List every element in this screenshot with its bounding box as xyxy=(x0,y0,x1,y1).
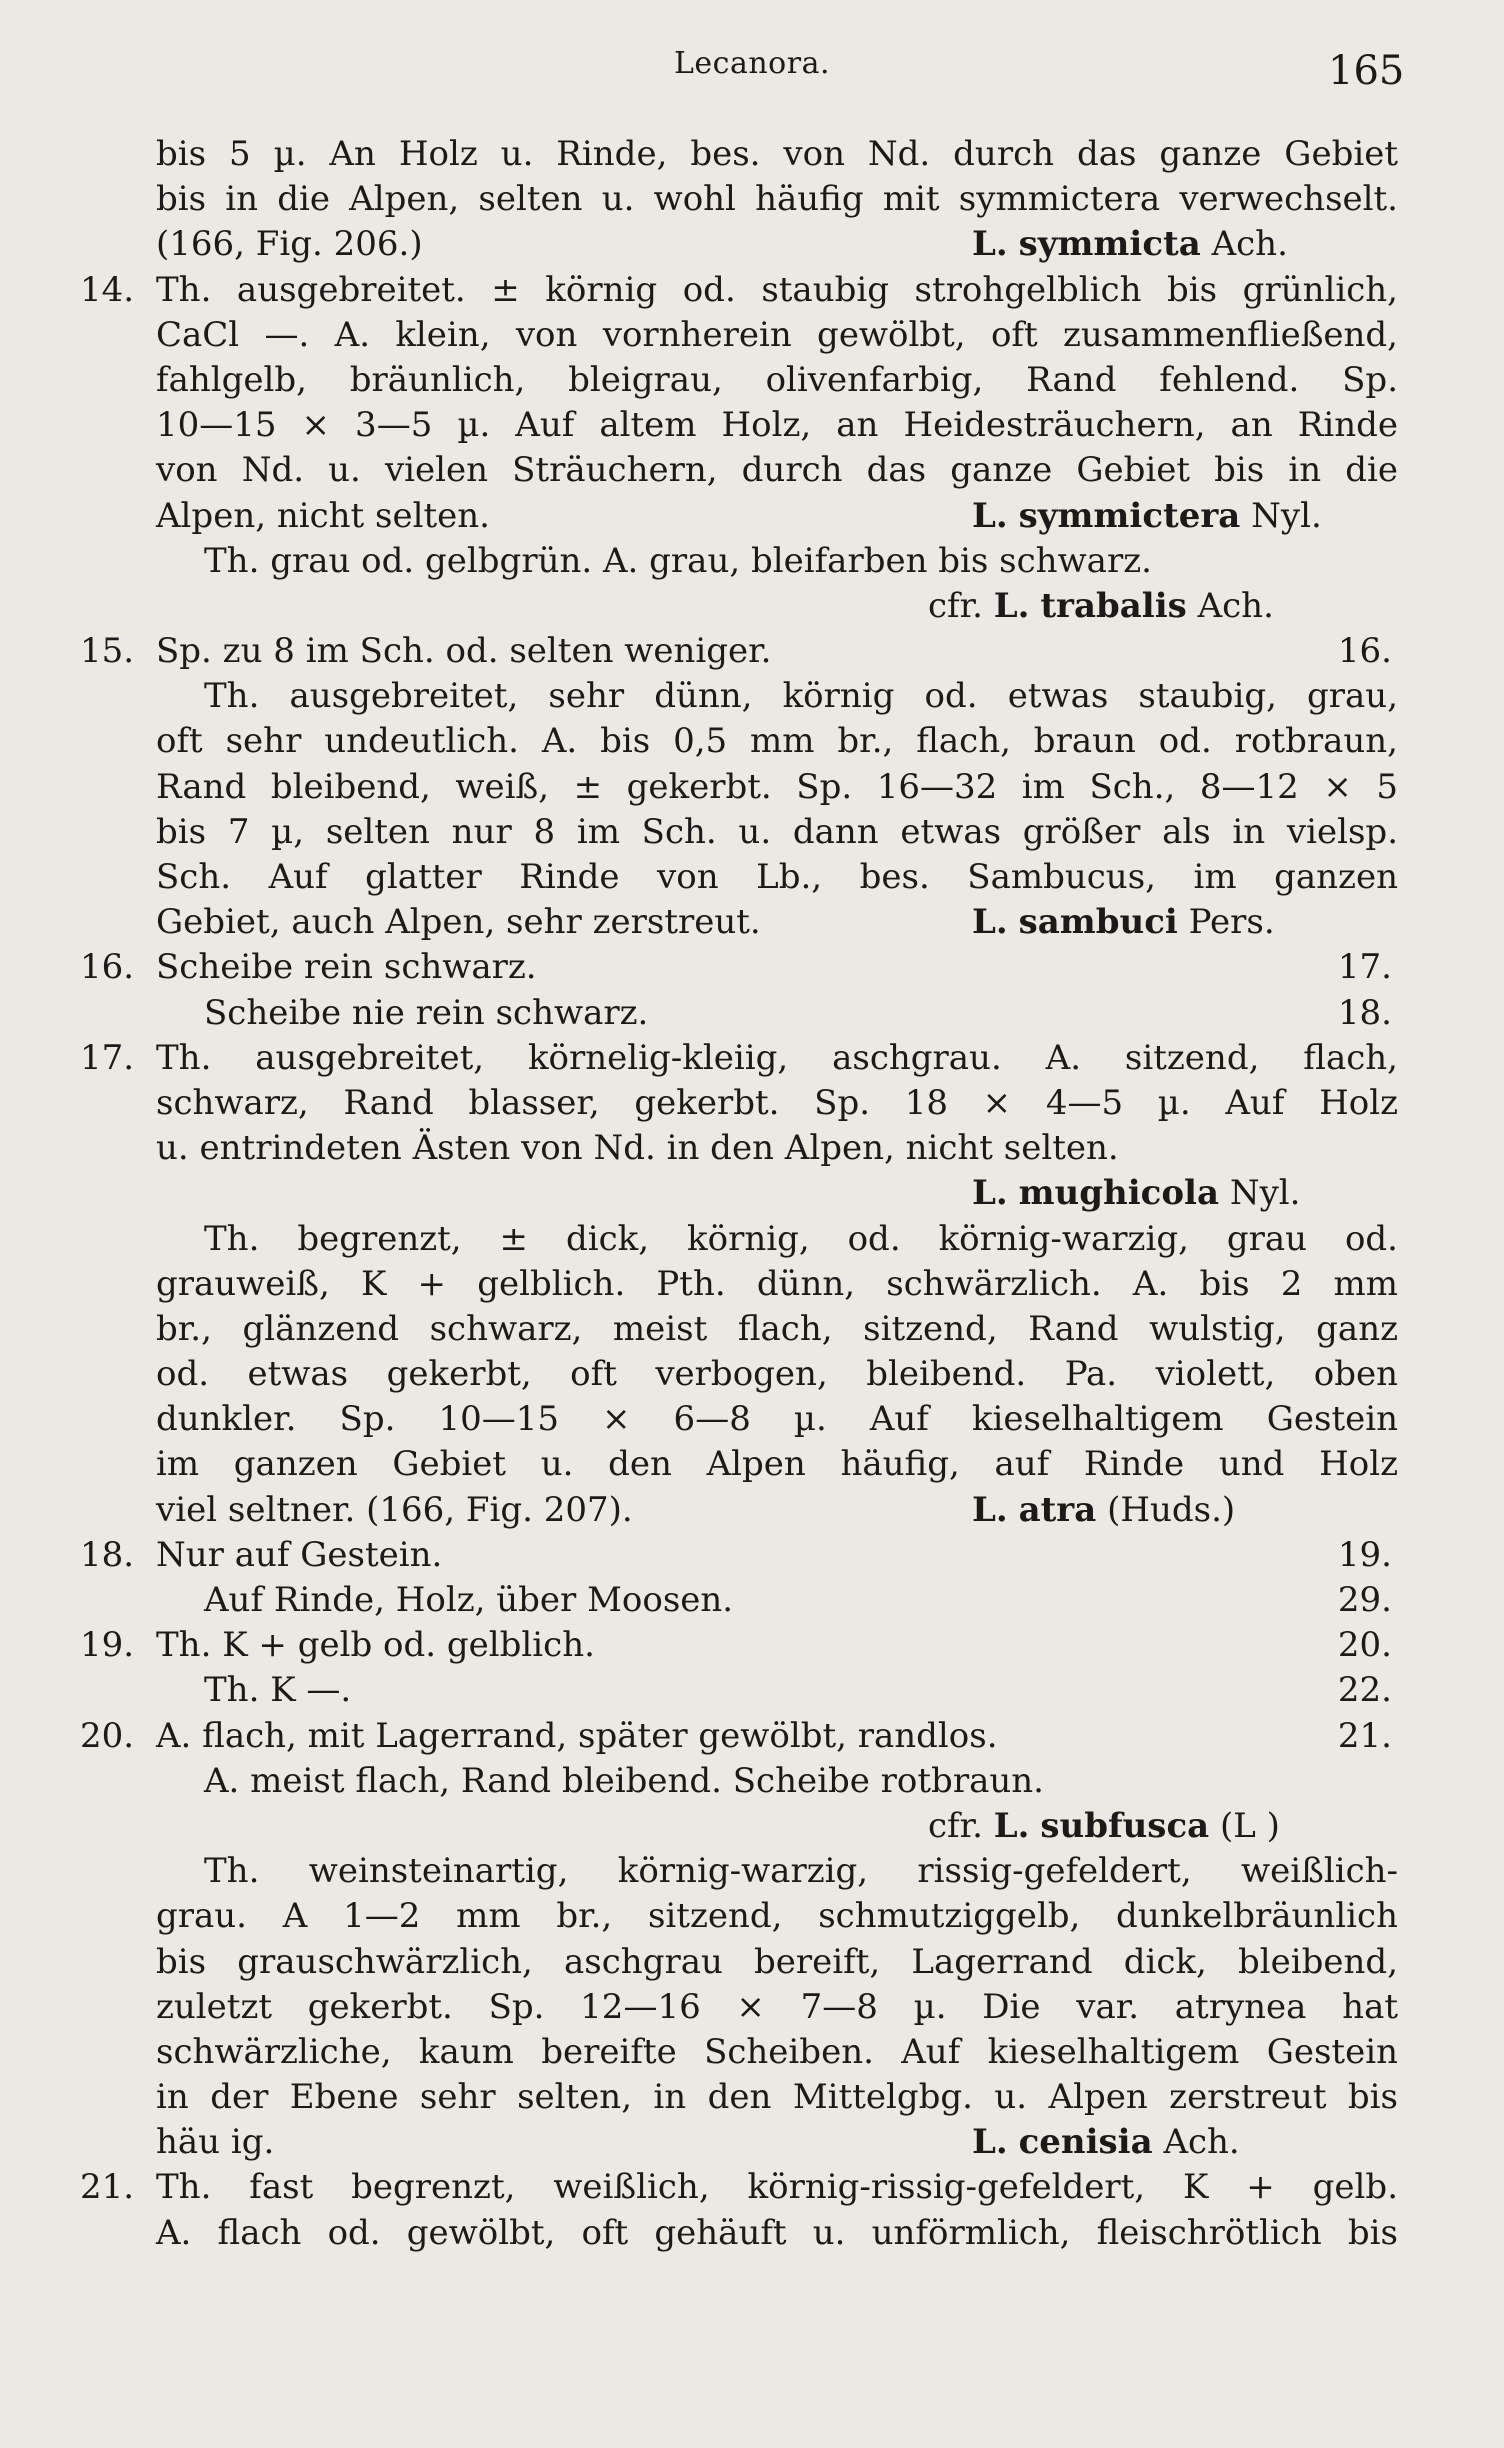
species-epithet: cenisia xyxy=(1018,2122,1153,2163)
text-line xyxy=(0,1397,1504,1442)
line-text: u. entrindeten Ästen von Nd. in den Alpen, nicht selten. xyxy=(156,1128,1119,1169)
line-text: A. meist flach, Rand bleibend. Scheibe rotbraun. xyxy=(204,1760,1044,1801)
text-line xyxy=(0,1668,1504,1713)
text-line xyxy=(0,584,1504,629)
line-text: schwärzliche, kaum bereifte Scheiben. Auf kieselhaltigem Gestein xyxy=(156,2031,1398,2072)
running-header: Lecanora. xyxy=(673,46,830,81)
line-text: Th. ausgebreitet, sehr dünn, körnig od. etwas staubig, grau, xyxy=(204,676,1398,717)
line-text: CaCl —. A. klein, von vornherein gewölbt, oft zusammenfließend, xyxy=(156,314,1398,355)
text-line xyxy=(0,1171,1504,1216)
page-number: 165 xyxy=(1328,48,1405,94)
text-line xyxy=(0,1940,1504,1985)
species-name xyxy=(972,2120,1240,2165)
line-text: Alpen, nicht selten. xyxy=(156,495,490,536)
couplet-number: 21. xyxy=(80,2167,135,2208)
text-line xyxy=(0,1217,1504,1262)
couplet-number: 14. xyxy=(80,269,135,310)
lead-reference: 19. xyxy=(1337,1534,1392,1575)
species-genus: L. xyxy=(972,1173,1008,1214)
line-text: fahlgelb, bräunlich, bleigrau, olivenfarbig, Rand fehlend. Sp. xyxy=(156,359,1398,400)
text-line xyxy=(0,855,1504,900)
text-line xyxy=(0,674,1504,719)
species-name xyxy=(972,494,1322,539)
text-line xyxy=(0,222,1504,267)
species-author: (L ) xyxy=(1220,1805,1280,1846)
species-genus: L. xyxy=(993,585,1030,626)
line-text: Th. weinsteinartig, körnig-warzig, rissig-gefeldert, weißlich- xyxy=(204,1851,1398,1892)
text-line xyxy=(0,1894,1504,1939)
line-text: zuletzt gekerbt. Sp. 12—16 × 7—8 µ. Die var. atrynea hat xyxy=(156,1986,1398,2027)
text-line xyxy=(0,1714,1504,1759)
line-text: 10—15 × 3—5 µ. Auf altem Holz, an Heidesträuchern, an Rinde xyxy=(156,405,1398,446)
species-prefix: cfr. xyxy=(928,585,983,626)
species-epithet: atra xyxy=(1018,1489,1097,1530)
text-line xyxy=(0,177,1504,222)
lead-reference: 16. xyxy=(1337,631,1392,672)
lead-reference: 22. xyxy=(1337,1670,1392,1711)
line-text: Th. fast begrenzt, weißlich, körnig-rissig-gefeldert, K + gelb. xyxy=(156,2167,1398,2208)
species-author: Ach. xyxy=(1197,585,1274,626)
species-author: Nyl. xyxy=(1251,495,1322,536)
line-text: dunkler. Sp. 10—15 × 6—8 µ. Auf kieselhaltigem Gestein xyxy=(156,1399,1398,1440)
couplet-number: 18. xyxy=(80,1534,135,1575)
species-name xyxy=(928,584,1274,629)
text-line xyxy=(0,1307,1504,1352)
species-name xyxy=(972,1171,1300,1216)
species-genus: L. xyxy=(972,1489,1008,1530)
text-line xyxy=(0,2075,1504,2120)
lead-reference: 20. xyxy=(1337,1625,1392,1666)
line-text: A. flach, mit Lagerrand, später gewölbt, randlos. xyxy=(156,1715,998,1756)
line-text: (166, Fig. 206.) xyxy=(156,224,423,265)
text-line xyxy=(0,2030,1504,2075)
lead-reference: 29. xyxy=(1337,1580,1392,1620)
text-line xyxy=(0,539,1504,584)
species-author: Pers. xyxy=(1188,902,1275,943)
text-line xyxy=(0,1804,1504,1849)
key-text xyxy=(0,132,1504,2256)
line-text: Th. ausgebreitet, körnelig-kleiig, aschgrau. A. sitzend, flach, xyxy=(156,1037,1398,1078)
text-line xyxy=(0,810,1504,855)
line-text: Gebiet, auch Alpen, sehr zerstreut. xyxy=(156,902,761,943)
line-text: grau. A 1—2 mm br., sitzend, schmutziggelb, dunkelbräunlich xyxy=(156,1896,1398,1937)
line-text: im ganzen Gebiet u. den Alpen häufig, auf Rinde und Holz xyxy=(156,1444,1398,1485)
line-text: häu ig. xyxy=(156,2122,275,2163)
line-text: Th. grau od. gelbgrün. A. grau, bleifarben bis schwarz. xyxy=(204,540,1152,581)
text-line xyxy=(0,1036,1504,1081)
text-line xyxy=(0,991,1504,1036)
line-text: Rand bleibend, weiß, ± gekerbt. Sp. 16—32 im Sch., 8—12 × 5 xyxy=(156,766,1398,807)
species-author: Ach. xyxy=(1163,2122,1240,2163)
text-line xyxy=(0,313,1504,358)
text-line xyxy=(0,358,1504,403)
species-genus: L. xyxy=(972,495,1008,536)
line-text: Th. K + gelb od. gelblich. xyxy=(156,1625,595,1666)
couplet-number: 20. xyxy=(80,1715,135,1756)
text-line xyxy=(0,1623,1504,1668)
text-line xyxy=(0,1578,1504,1623)
species-epithet: symmicta xyxy=(1018,224,1201,265)
line-text: Nur auf Gestein. xyxy=(156,1534,443,1575)
text-line xyxy=(0,900,1504,945)
couplet-number: 19. xyxy=(80,1625,135,1666)
text-line xyxy=(0,1262,1504,1307)
line-text: Scheibe nie rein schwarz. xyxy=(204,992,649,1033)
species-epithet: mughicola xyxy=(1018,1173,1219,1214)
line-text: Th. K —. xyxy=(204,1670,352,1711)
line-text: br., glänzend schwarz, meist flach, sitzend, Rand wulstig, ganz xyxy=(156,1308,1398,1349)
species-name xyxy=(972,1488,1235,1533)
line-text: Sch. Auf glatter Rinde von Lb., bes. Sambucus, im ganzen xyxy=(156,857,1398,897)
line-text: in der Ebene sehr selten, in den Mittelgbg. u. Alpen zerstreut bis xyxy=(156,2077,1398,2118)
text-line xyxy=(0,945,1504,990)
species-epithet: symmictera xyxy=(1018,495,1241,536)
couplet-number: 17. xyxy=(80,1037,135,1078)
text-line xyxy=(0,1488,1504,1533)
species-prefix: cfr. xyxy=(928,1805,983,1846)
text-line xyxy=(0,132,1504,177)
text-line xyxy=(0,765,1504,810)
species-name xyxy=(928,1804,1280,1849)
line-text: bis 5 µ. An Holz u. Rinde, bes. von Nd. durch das ganze Gebiet xyxy=(156,134,1398,174)
line-text: Sp. zu 8 im Sch. od. selten weniger. xyxy=(156,631,772,672)
text-line xyxy=(0,719,1504,764)
text-line xyxy=(0,2211,1504,2256)
text-line xyxy=(0,1081,1504,1126)
text-line xyxy=(0,1759,1504,1804)
species-genus: L. xyxy=(993,1805,1030,1846)
text-line xyxy=(0,403,1504,448)
text-line xyxy=(0,2120,1504,2165)
line-text: Th. ausgebreitet. ± körnig od. staubig strohgelblich bis grünlich, xyxy=(156,269,1398,310)
text-line xyxy=(0,1533,1504,1578)
text-line xyxy=(0,1126,1504,1171)
line-text: A. flach od. gewölbt, oft gehäuft u. unförmlich, fleischrötlich bis xyxy=(156,2212,1398,2253)
line-text: viel seltner. (166, Fig. 207). xyxy=(156,1489,633,1530)
species-name xyxy=(972,222,1288,267)
text-line xyxy=(0,629,1504,674)
line-text: von Nd. u. vielen Sträuchern, durch das ganze Gebiet bis in die xyxy=(156,450,1398,491)
line-text: Auf Rinde, Holz, über Moosen. xyxy=(204,1580,734,1620)
species-author: (Huds.) xyxy=(1107,1489,1236,1530)
text-line xyxy=(0,1849,1504,1894)
line-text: od. etwas gekerbt, oft verbogen, bleibend. Pa. violett, oben xyxy=(156,1354,1398,1395)
line-text: bis grauschwärzlich, aschgrau bereift, Lagerrand dick, bleibend, xyxy=(156,1941,1398,1982)
species-genus: L. xyxy=(972,224,1008,265)
line-text: oft sehr undeutlich. A. bis 0,5 mm br., flach, braun od. rotbraun, xyxy=(156,721,1398,762)
text-line xyxy=(0,1352,1504,1397)
text-line xyxy=(0,2165,1504,2210)
species-epithet: subfusca xyxy=(1040,1805,1210,1846)
species-genus: L. xyxy=(972,2122,1008,2163)
species-author: Ach. xyxy=(1211,224,1288,265)
lead-reference: 17. xyxy=(1337,947,1392,988)
line-text: bis 7 µ, selten nur 8 im Sch. u. dann etwas größer als in vielsp. xyxy=(156,811,1398,852)
line-text: grauweiß, K + gelblich. Pth. dünn, schwärzlich. A. bis 2 mm xyxy=(156,1263,1398,1304)
line-text: bis in die Alpen, selten u. wohl häufig mit symmictera verwechselt. xyxy=(156,179,1398,220)
line-text: schwarz, Rand blasser, gekerbt. Sp. 18 × 4—5 µ. Auf Holz xyxy=(156,1082,1398,1123)
species-epithet: trabalis xyxy=(1040,585,1187,626)
text-line xyxy=(0,1442,1504,1487)
line-text: Th. begrenzt, ± dick, körnig, od. körnig-warzig, grau od. xyxy=(204,1218,1398,1259)
text-line xyxy=(0,1985,1504,2030)
text-line xyxy=(0,494,1504,539)
species-epithet: sambuci xyxy=(1018,902,1178,943)
text-line xyxy=(0,448,1504,493)
lead-reference: 18. xyxy=(1337,992,1392,1033)
species-author: Nyl. xyxy=(1229,1173,1301,1214)
couplet-number: 16. xyxy=(80,947,135,988)
lead-reference: 21. xyxy=(1337,1715,1392,1756)
text-line xyxy=(0,268,1504,313)
species-genus: L. xyxy=(972,902,1008,943)
species-name xyxy=(972,900,1275,945)
line-text: Scheibe rein schwarz. xyxy=(156,947,537,988)
couplet-number: 15. xyxy=(80,631,135,672)
